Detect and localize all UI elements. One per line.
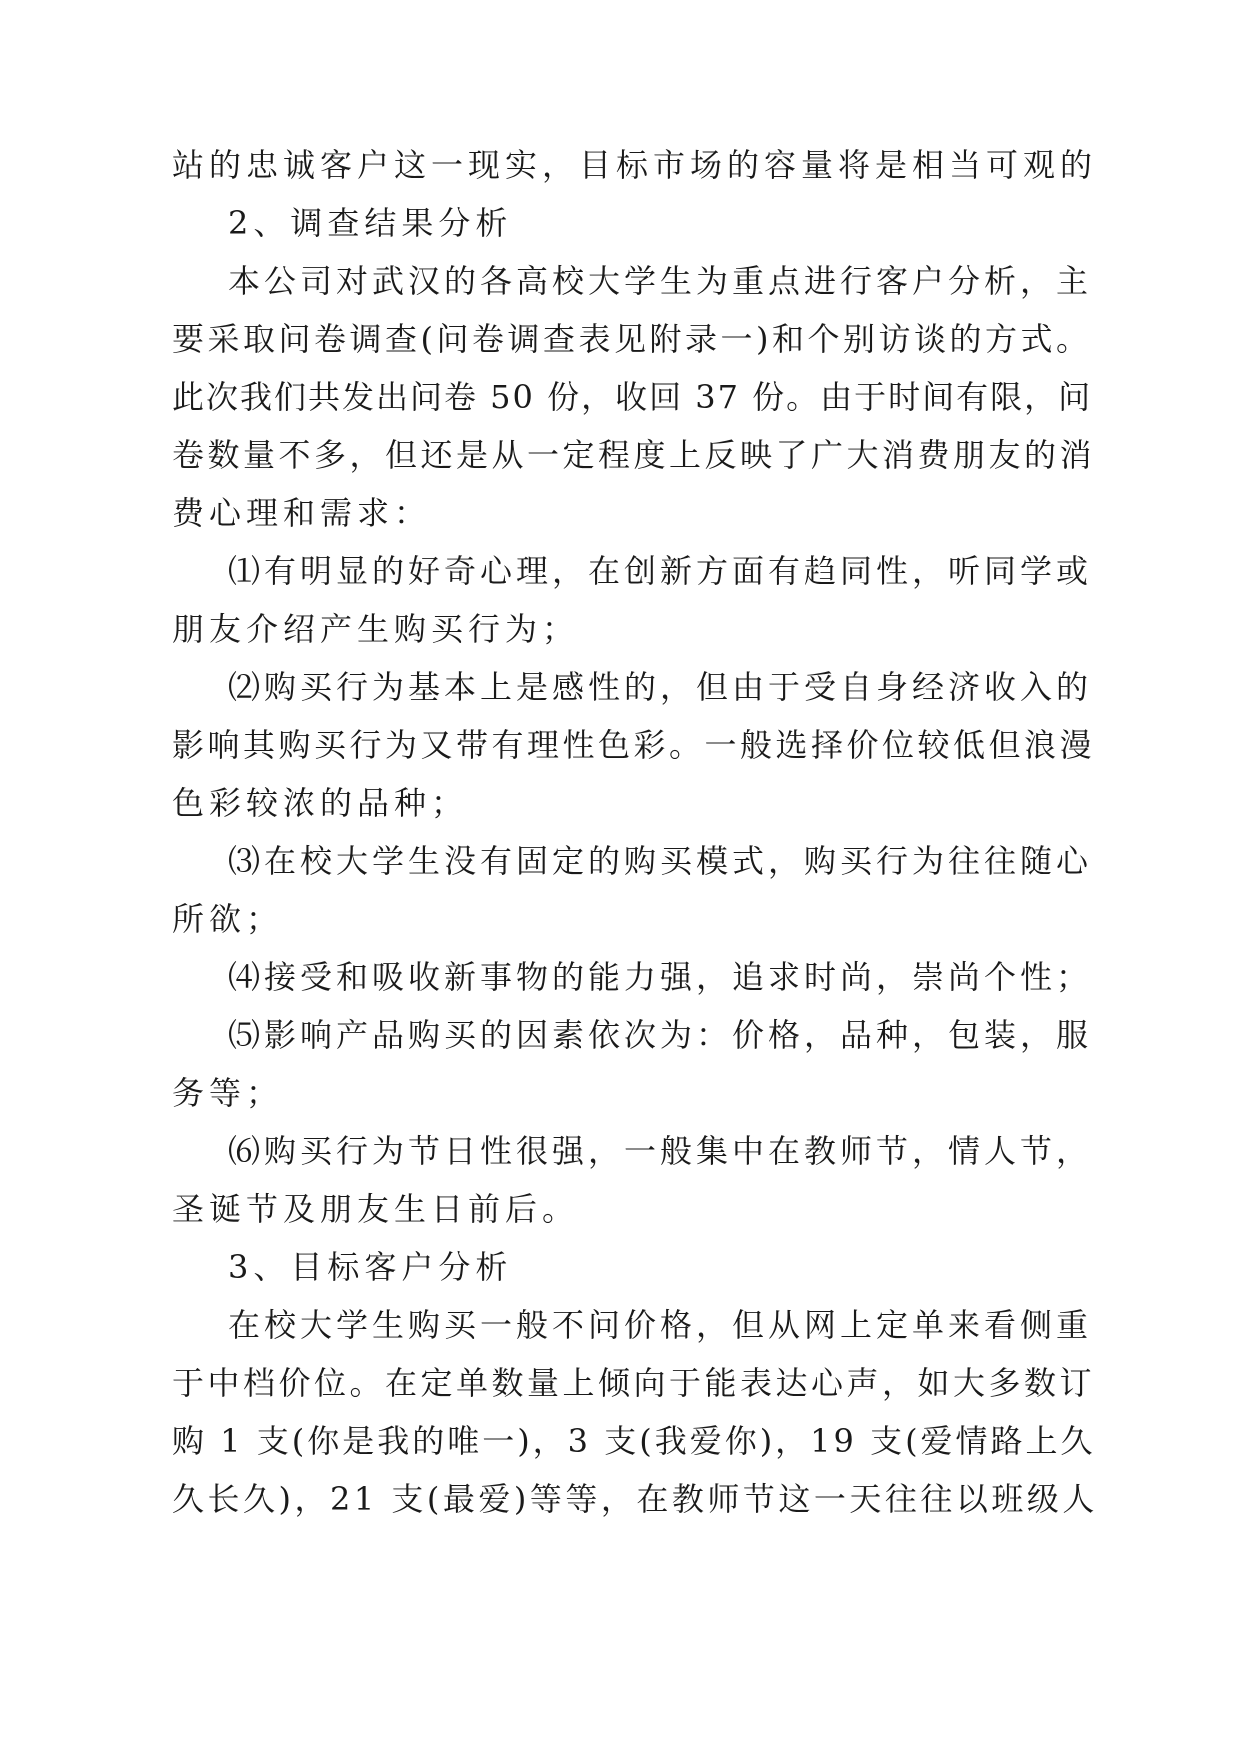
line-text: 3、目标客户分析 [228,1248,513,1286]
line-text: 卷数量不多，但还是从一定程度上反映了广大消费朋友的消 [172,436,1096,474]
text-line-14 [0,890,1241,948]
line-text: 圣诞节及朋友生日前后。 [172,1190,580,1228]
text-line-3 [0,252,1241,310]
list-item-6 [0,1122,1241,1180]
line-text: ⑹购买行为节日性很强，一般集中在教师节，情人节， [228,1132,1093,1170]
text-line-21 [0,1296,1241,1354]
line-text: 站的忠诚客户这一现实，目标市场的容量将是相当可观的 [172,146,1098,184]
text-line-12 [0,774,1241,832]
list-item-3 [0,832,1241,890]
line-text: 费心理和需求： [172,494,432,532]
list-item-4 [0,948,1241,1006]
text-line-24 [0,1470,1241,1528]
list-item-2 [0,658,1241,716]
line-text: 要采取问卷调查(问卷调查表见附录一)和个别访谈的方式。 [172,320,1092,358]
line-text: 于中档价位。在定单数量上倾向于能表达心声，如大多数订 [172,1364,1096,1402]
line-text: ⑸影响产品购买的因素依次为：价格，品种，包装，服 [228,1016,1093,1054]
line-text: 购 1 支(你是我的唯一)，3 支(我爱你)，19 支(爱情路上久 [172,1422,1096,1460]
line-text: 2、调查结果分析 [228,204,513,242]
line-text: 色彩较浓的品种； [172,784,469,822]
line-text: 影响其购买行为又带有理性色彩。一般选择价位较低但浪漫 [172,726,1096,764]
text-line-23 [0,1412,1241,1470]
line-text: 久长久)，21 支(最爱)等等，在教师节这一天往往以班级人 [172,1480,1098,1518]
text-line-1 [0,136,1241,194]
line-text: 所欲； [172,900,284,938]
line-text: 务等； [172,1074,284,1112]
text-line-17 [0,1064,1241,1122]
text-line-5 [0,368,1241,426]
line-text: ⑷接受和吸收新事物的能力强，追求时尚，崇尚个性； [228,958,1093,996]
text-line-11 [0,716,1241,774]
line-text: ⑶在校大学生没有固定的购买模式，购买行为往往随心 [228,842,1093,880]
text-line-19 [0,1180,1241,1238]
line-text: 朋友介绍产生购买行为； [172,610,580,648]
line-text: 此次我们共发出问卷 50 份，收回 37 份。由于时间有限，问 [172,378,1093,416]
text-line-4 [0,310,1241,368]
line-text: 在校大学生购买一般不问价格，但从网上定单来看侧重 [228,1306,1093,1344]
line-text: ⑴有明显的好奇心理，在创新方面有趋同性，听同学或 [228,552,1093,590]
text-line-22 [0,1354,1241,1412]
text-line-9 [0,600,1241,658]
line-text: ⑵购买行为基本上是感性的，但由于受自身经济收入的 [228,668,1093,706]
line-text: 本公司对武汉的各高校大学生为重点进行客户分析，主 [228,262,1093,300]
text-line-6 [0,426,1241,484]
text-line-7 [0,484,1241,542]
list-item-5 [0,1006,1241,1064]
section-heading-2 [0,194,1241,252]
list-item-1 [0,542,1241,600]
section-heading-3 [0,1238,1241,1296]
